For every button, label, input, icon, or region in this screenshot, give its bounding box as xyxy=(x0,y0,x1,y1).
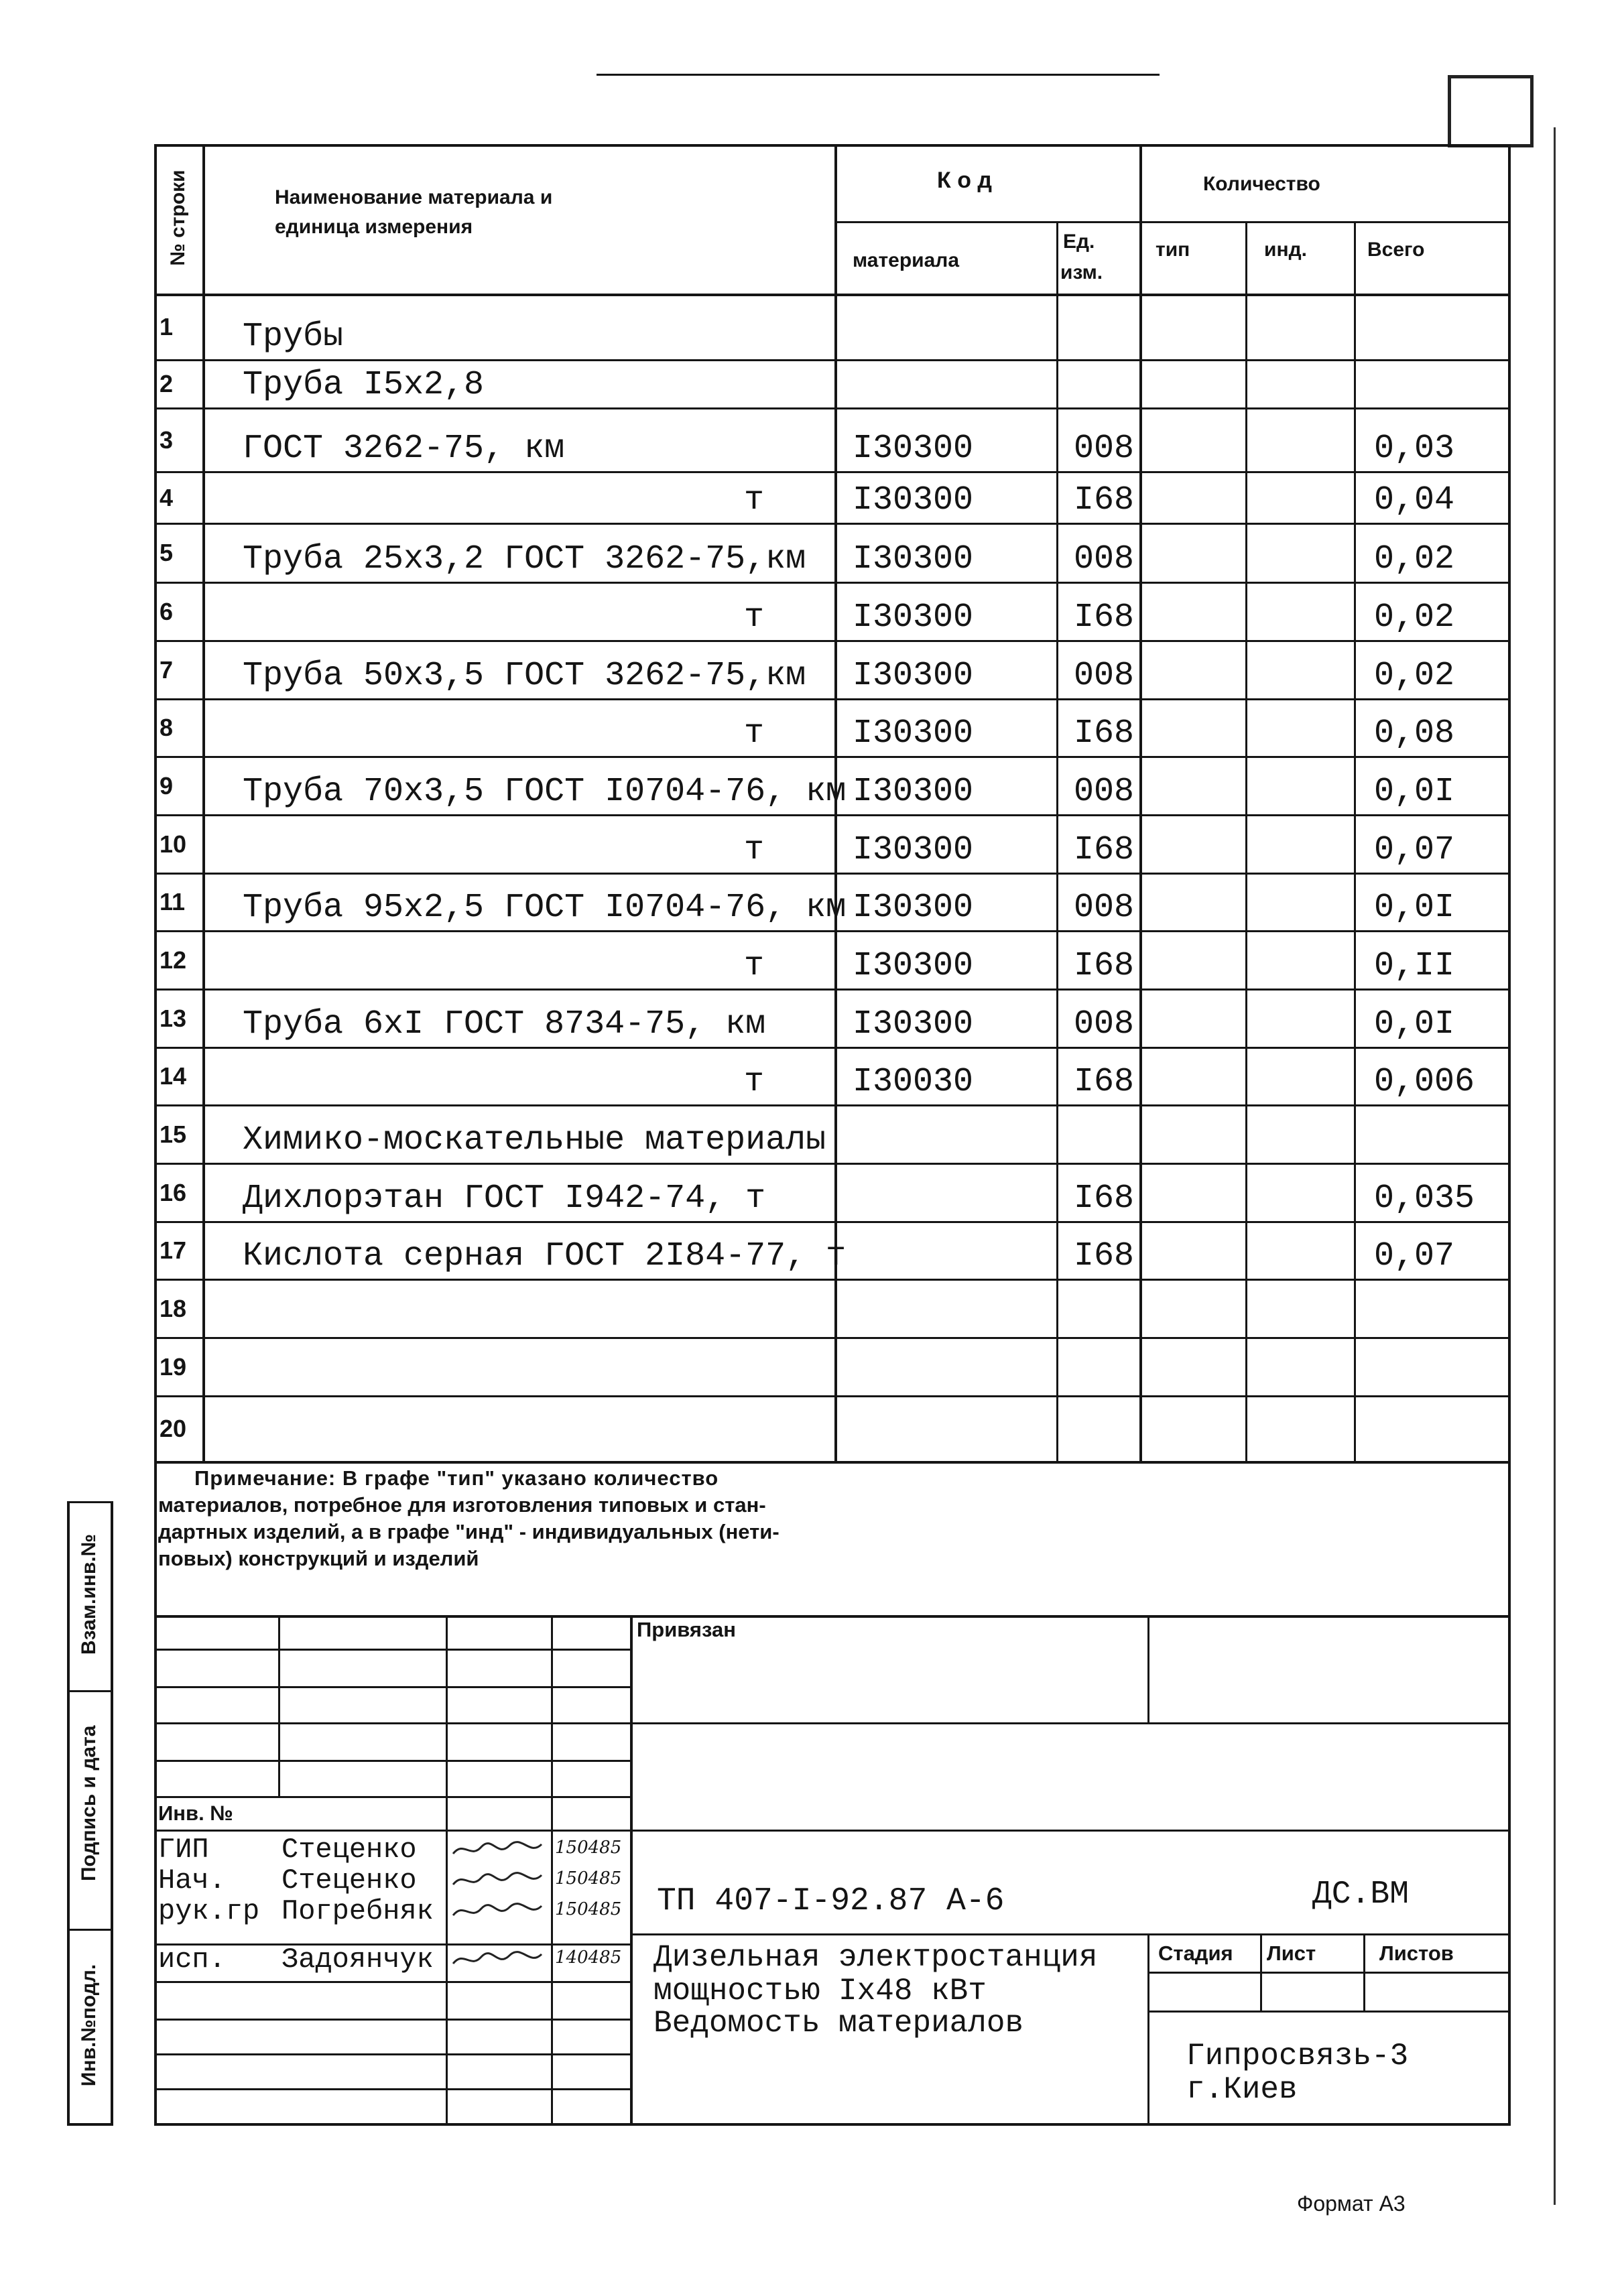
signature-scribble xyxy=(450,1901,544,1923)
total-quantity: 0,07 xyxy=(1374,831,1455,869)
material-name: Труба 95x2,5 ГОСТ I0704-76, км xyxy=(243,889,847,927)
row-number: 6 xyxy=(160,598,174,625)
unit-code: I68 xyxy=(1073,947,1134,985)
name-header-line2: единица измерения xyxy=(275,216,473,238)
description-line-1: Дизельная электростанция xyxy=(653,1940,1098,1975)
row-number: 5 xyxy=(160,539,174,566)
total-quantity: 0,II xyxy=(1374,947,1455,985)
material-code: I30300 xyxy=(853,889,974,927)
row-number: 4 xyxy=(160,484,174,511)
row-number-header: № строки xyxy=(167,170,189,266)
row-number: 13 xyxy=(160,1005,187,1032)
material-code: I30300 xyxy=(853,773,974,811)
unit-code: 008 xyxy=(1073,1005,1134,1043)
material-code: I30300 xyxy=(853,831,974,869)
unit-code: 008 xyxy=(1073,540,1134,578)
material-name: т xyxy=(744,947,765,985)
row-number: 17 xyxy=(160,1236,187,1264)
row-number: 19 xyxy=(160,1353,187,1381)
note-line-3: дартных изделий, а в графе "инд" - индивидуальных (нети- xyxy=(158,1520,779,1543)
signatory-name: Стеценко xyxy=(282,1864,417,1897)
inv-no-label: Инв. № xyxy=(158,1801,233,1825)
signatory-date: 150485 xyxy=(555,1899,622,1919)
row-number: 8 xyxy=(160,714,174,741)
material-code: I30300 xyxy=(853,430,974,468)
signatory-name: Задоянчук xyxy=(282,1943,434,1976)
material-code: I30030 xyxy=(853,1063,974,1101)
row-number: 14 xyxy=(160,1062,187,1090)
signatory-role: исп. xyxy=(158,1943,226,1976)
signature-scribble xyxy=(450,1839,544,1862)
organization-line-2: г.Киев xyxy=(1186,2072,1298,2107)
total-quantity: 0,0I xyxy=(1374,1005,1455,1043)
unit-code: I68 xyxy=(1073,598,1134,637)
document-code: ТП 407-I-92.87 А-6 xyxy=(657,1883,1005,1919)
material-code: I30300 xyxy=(853,1005,974,1043)
total-quantity: 0,006 xyxy=(1374,1063,1475,1101)
total-quantity: 0,02 xyxy=(1374,657,1455,695)
material-name: т xyxy=(744,714,765,753)
row-number: 7 xyxy=(160,656,174,684)
material-code: I30300 xyxy=(853,714,974,753)
top-stray-line xyxy=(597,74,1160,76)
material-name: Труба 6xI ГОСТ 8734-75, км xyxy=(243,1005,766,1043)
material-name: т xyxy=(744,831,765,869)
material-name: ГОСТ 3262-75, км xyxy=(243,430,565,468)
material-name: Труба I5x2,8 xyxy=(243,366,485,404)
material-name: т xyxy=(744,1063,765,1101)
signatory-date: 150485 xyxy=(555,1868,622,1889)
sheets-label: Листов xyxy=(1379,1941,1454,1965)
unit-code: I68 xyxy=(1073,1237,1134,1275)
unit-code: I68 xyxy=(1073,1063,1134,1101)
signature-scribble xyxy=(450,1949,544,1972)
total-quantity: 0,035 xyxy=(1374,1179,1475,1218)
signatory-role: рук.гр xyxy=(158,1895,260,1927)
material-code: I30300 xyxy=(853,947,974,985)
signatory-name: Погребняк xyxy=(282,1895,434,1927)
signature-scribble xyxy=(450,1870,544,1893)
format-label: Формат А3 xyxy=(1297,2191,1406,2216)
name-header-line1: Наименование материала и xyxy=(275,186,553,208)
vzam-inv-label: Взам.инв.№ xyxy=(78,1533,100,1655)
quantity-header: Количество xyxy=(1203,173,1320,195)
material-name: Труба 50x3,5 ГОСТ 3262-75,км xyxy=(243,657,806,695)
row-number: 20 xyxy=(160,1415,187,1442)
material-name: Труба 25x3,2 ГОСТ 3262-75,км xyxy=(243,540,806,578)
note-line-4: повых) конструкций и изделий xyxy=(158,1547,479,1570)
note-line-2: материалов, потребное для изготовления типовых и стан- xyxy=(158,1493,766,1517)
material-name: Трубы xyxy=(243,318,344,356)
total-quantity: 0,0I xyxy=(1374,773,1455,811)
material-name: т xyxy=(744,481,765,519)
unit-code: 008 xyxy=(1073,657,1134,695)
description-line-2: мощностью Iх48 кВт xyxy=(653,1974,987,2008)
ind-header: инд. xyxy=(1264,239,1307,261)
unit-code: I68 xyxy=(1073,1179,1134,1218)
row-number: 1 xyxy=(160,313,174,340)
signatory-date: 140485 xyxy=(555,1948,622,1968)
material-header: материала xyxy=(853,249,960,271)
row-number: 11 xyxy=(160,888,186,915)
material-name: Труба 70x3,5 ГОСТ I0704-76, км xyxy=(243,773,847,811)
corner-stamp-box xyxy=(1448,75,1534,147)
row-number: 15 xyxy=(160,1121,187,1148)
row-number: 2 xyxy=(160,370,174,397)
material-code: I30300 xyxy=(853,540,974,578)
podpis-data-label: Подпись и дата xyxy=(78,1725,100,1881)
signatory-date: 150485 xyxy=(555,1838,622,1858)
scan-edge-line xyxy=(1554,127,1556,2205)
material-name: Дихлорэтан ГОСТ I942-74, т xyxy=(243,1179,766,1218)
row-number: 10 xyxy=(160,830,187,858)
material-name: т xyxy=(744,598,765,637)
total-quantity: 0,02 xyxy=(1374,540,1455,578)
material-name: Кислота серная ГОСТ 2I84-77, т xyxy=(243,1237,847,1275)
row-number: 9 xyxy=(160,772,174,800)
signatory-role: ГИП xyxy=(158,1834,209,1866)
total-quantity: 0,0I xyxy=(1374,889,1455,927)
stage-label: Стадия xyxy=(1158,1941,1233,1965)
material-code: I30300 xyxy=(853,657,974,695)
unit-code: I68 xyxy=(1073,831,1134,869)
unit-header-line1: Ед. xyxy=(1063,231,1095,253)
total-quantity: 0,08 xyxy=(1374,714,1455,753)
total-header: Всего xyxy=(1367,239,1425,261)
total-quantity: 0,03 xyxy=(1374,430,1455,468)
row-number: 16 xyxy=(160,1179,187,1206)
code-header: К о д xyxy=(937,168,992,193)
unit-code: 008 xyxy=(1073,889,1134,927)
privyazan-label: Привязан xyxy=(637,1618,736,1641)
row-number: 18 xyxy=(160,1295,187,1322)
material-name: Химико-москательные материалы xyxy=(243,1121,826,1159)
document-mark: ДС.ВМ xyxy=(1312,1876,1410,1913)
material-code: I30300 xyxy=(853,481,974,519)
unit-code: 008 xyxy=(1073,430,1134,468)
organization-line-1: Гипросвязь-3 xyxy=(1186,2039,1409,2074)
type-header: тип xyxy=(1156,239,1190,261)
unit-header-line2: изм. xyxy=(1060,261,1103,283)
row-number: 12 xyxy=(160,946,187,974)
unit-code: I68 xyxy=(1073,714,1134,753)
description-line-3: Ведомость материалов xyxy=(653,2006,1024,2041)
note-line-1: Примечание: В графе "тип" указано количество xyxy=(194,1466,719,1490)
sheet-label: Лист xyxy=(1267,1941,1316,1965)
material-code: I30300 xyxy=(853,598,974,637)
unit-code: I68 xyxy=(1073,481,1134,519)
signatory-name: Стеценко xyxy=(282,1834,417,1866)
unit-code: 008 xyxy=(1073,773,1134,811)
total-quantity: 0,07 xyxy=(1374,1237,1455,1275)
inv-podl-label: Инв.№подл. xyxy=(78,1964,100,2087)
total-quantity: 0,02 xyxy=(1374,598,1455,637)
total-quantity: 0,04 xyxy=(1374,481,1455,519)
signatory-role: Нач. xyxy=(158,1864,226,1897)
row-number: 3 xyxy=(160,426,174,454)
